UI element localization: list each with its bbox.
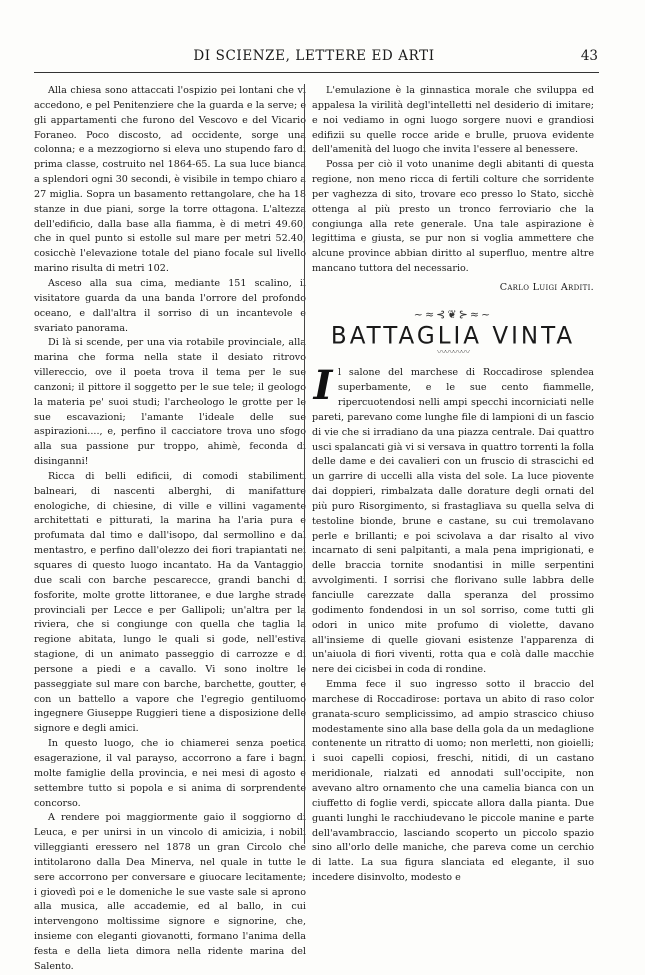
ornament-divider: ~≈⊰❦⊱≈~	[413, 307, 493, 321]
article-paragraph: Emma fece il suo ingresso sotto il braccio del marchese di Roccadirose: portava un abito di raso color granata-scuro semplicissimo, ad ampio strascico chiuso modestamente sino alla base della gola da un medaglione contenente un ritratto di uomo; non merletti, non gioielli; i suoi capelli copiosi, freschi, nitidi, di un castano meridionale, rialzati ed annodati sull'occipite, non avevano altro ornamento che una camelia bianca con un ciuffetto di foglie verdi, spiccate allora dalla pianta. Due guanti lunghi le racchiudevano le piccole manine e parte dell'avambraccio, lasciando scoperto un piccolo spazio sino all'orlo delle maniche, che pareva come un cerchio di latte. La sua figura slanciata ed elegante, il suo incedere disinvolto, modesto e	[312, 679, 594, 884]
page-header	[34, 48, 598, 70]
page-number: 43	[580, 48, 598, 64]
header-rule	[34, 72, 599, 73]
article-title: BATTAGLIA VINTA	[330, 321, 576, 350]
paragraph: A rendere poi maggiormente gaio il soggiorno di Leuca, e per unirsi in un vincolo di amicizia, i nobili villeggianti eressero nel 1878 un gran Circolo che intitolarono dalla Dea Minerva, nel quale in tutte le sere accorrono per conversare e giuocare lecitamente; i giovedì poi e le domeniche le sue vaste sale si aprono alla musica, alle accademie, ed al ballo, in cui intervengono moltissime signore e signorine, che, insieme con eleganti giovanotti, formano l'anima della festa e della lieta dimora nella ridente marina del Salento.	[34, 812, 306, 972]
paragraph: Ricca di belli edificii, di comodi stabilimenti balneari, di nascenti alberghi, di manifatture enologiche, di chiesine, di ville e villini vagamente architettati e pitturati, la marina ha l'aria pura e profumata dal timo e dall'isopo, dal sermollino e dal mentastro, e perfino dall'olezzo dei fiori trapiantati nei squares di questo luogo incantato. Ha da Vantaggio, due scali con barche pescarecce, grandi banchi di fosforite, molte grotte littoranee, e due larghe strade provinciali per Lecce e per Gallipoli; un'altra per la riviera, che si congiunge con quella che taglia la regione abitata, lungo le quali si gode, nell'estiva stagione, di un animato passeggio di carrozze e di persone a piedi e a cavallo. Vi sono inoltre le passeggiate sul mare con barche, barchette, goutter, e con un battello a vapore che l'egregio gentiluomo ingegnere Giuseppe Ruggieri tiene a disposizione delle signore e degli amici.	[34, 470, 306, 735]
paragraph: Di là si scende, per una via rotabile provinciale, alla marina che forma nella state il desiato ritrovo villereccio, ove il poeta trova il tema per le sue canzoni; il pittore il soggetto per le sue tele; il geologo la materia pe' suoi studi; l'archeologo le grotte per le sue escavazioni; l'amante l'ideale delle sue aspirazioni...., e, perfino il cacciatore trova uno sfogo alla sua passione pur troppo, ahimè, feconda di disinganni!	[34, 337, 306, 468]
author-signature: Carlo Luigi Arditi.	[499, 281, 594, 293]
column-divider	[304, 84, 305, 844]
paragraph: Possa per ciò il voto unanime degli abitanti di questa regione, non meno ricca di fertili colture che sorridente per vaghezza di sito, trovare eco presso lo Stato, sicchè ottenga al più presto un tronco ferroviario che la congiunga alla rete generale. Una tale aspirazione è legittima e giusta, se pur non si voglia ammettere che alcune province abbian diritto al superfluo, mentre altre mancano tuttora del necessario.	[312, 159, 594, 275]
running-title: DI SCIENZE, LETTERE ED ARTI	[193, 48, 435, 64]
title-flourish: 〰〰〰〰	[436, 347, 469, 358]
right-column	[312, 84, 594, 886]
article-body	[312, 362, 594, 886]
paragraph: Alla chiesa sono attaccati l'ospizio pei lontani che vi accedono, e pel Penitenziere che la guarda e la serve; e gli appartamenti che furono del Vescovo e del Vicario Foraneo. Poco discosto, ad occidente, sorge una colonna; e a mezzogiorno si eleva uno stupendo faro di prima classe, costruito nel 1864-65. La sua luce bianca a splendori ogni 30 secondi, è visibile in tempo chiaro a 27 miglia. Sopra un basamento rettangolare, che ha 18 stanze in due piani, sorge la torre ottagona. L'altezza dell'edificio, dalla base alla fiamma, è di metri 49.60, che in quel punto si estolle sul mare per metri 52.40, cosicchè l'elevazione totale del piano focale sul livello marino risulta di metri 102.	[34, 85, 306, 275]
paragraph: Asceso alla sua cima, mediante 151 scalino, il visitatore guarda da una banda l'orrore del profondo oceano, e dall'altra il sorriso di un incantevole e svariato panorama.	[34, 277, 306, 334]
paragraph: L'emulazione è la ginnastica morale che sviluppa ed appalesa la virilità degl'intelletti nel desiderio di imitare; e noi vediamo in ogni luogo sorgere nuovi e grandiosi edifizii su quelle rocce aride e brulle, pruova evidente dell'amenità del luogo che invita l'essere al benessere.	[312, 85, 594, 156]
drop-cap: I	[313, 362, 333, 410]
article-paragraph: l salone del marchese di Roccadirose splendea superbamente, e le sue cento fiammelle, ripercuotendosi nelli ampi specchi incorniciati nelle pareti, parevano come lunghe file di lampioni di un fascio di vie che si irradiano da una piazza centrale. Dai quattro usci spalancati già vi si versava in quattro torrenti la folla delle dame e dei cavalieri con un fruscio di strascichi ed un garrire di uccelli alla vista del sole. La luce piovente dai doppieri, rimbalzata dalle dorature degli ornati del più puro Risorgimento, si frastagliava su quella selva di testoline bionde, brune e castane, su cui tremolavano perle e brillanti; e poi scivolava a dar risalto al vivo incarnato di seni palpitanti, a mala pena imprigionati, e delle braccia tornite snodantisi in mille serpentini avvolgimenti. I sorrisi che florivano sulle labbra delle fanciulle carezzate dalla speranza del prossimo godimento fondendosi in un sol sorriso, come tutti gli odori in unico mite profumo di violette, davano all'insieme di quelle giovani esistenze l'apparenza di un'aiuola di fiori viventi, rotta qua e colà dalle macchie nere dei cicisbei in coda di rondine.	[312, 367, 594, 676]
paragraph: In questo luogo, che io chiamerei senza poetica esagerazione, il val parayso, accorrono a fare i bagni molte famiglie della provincia, e nei mesi di agosto e settembre tutto si popola e si anima di sorprendente concorso.	[34, 738, 306, 809]
left-column	[34, 84, 306, 975]
